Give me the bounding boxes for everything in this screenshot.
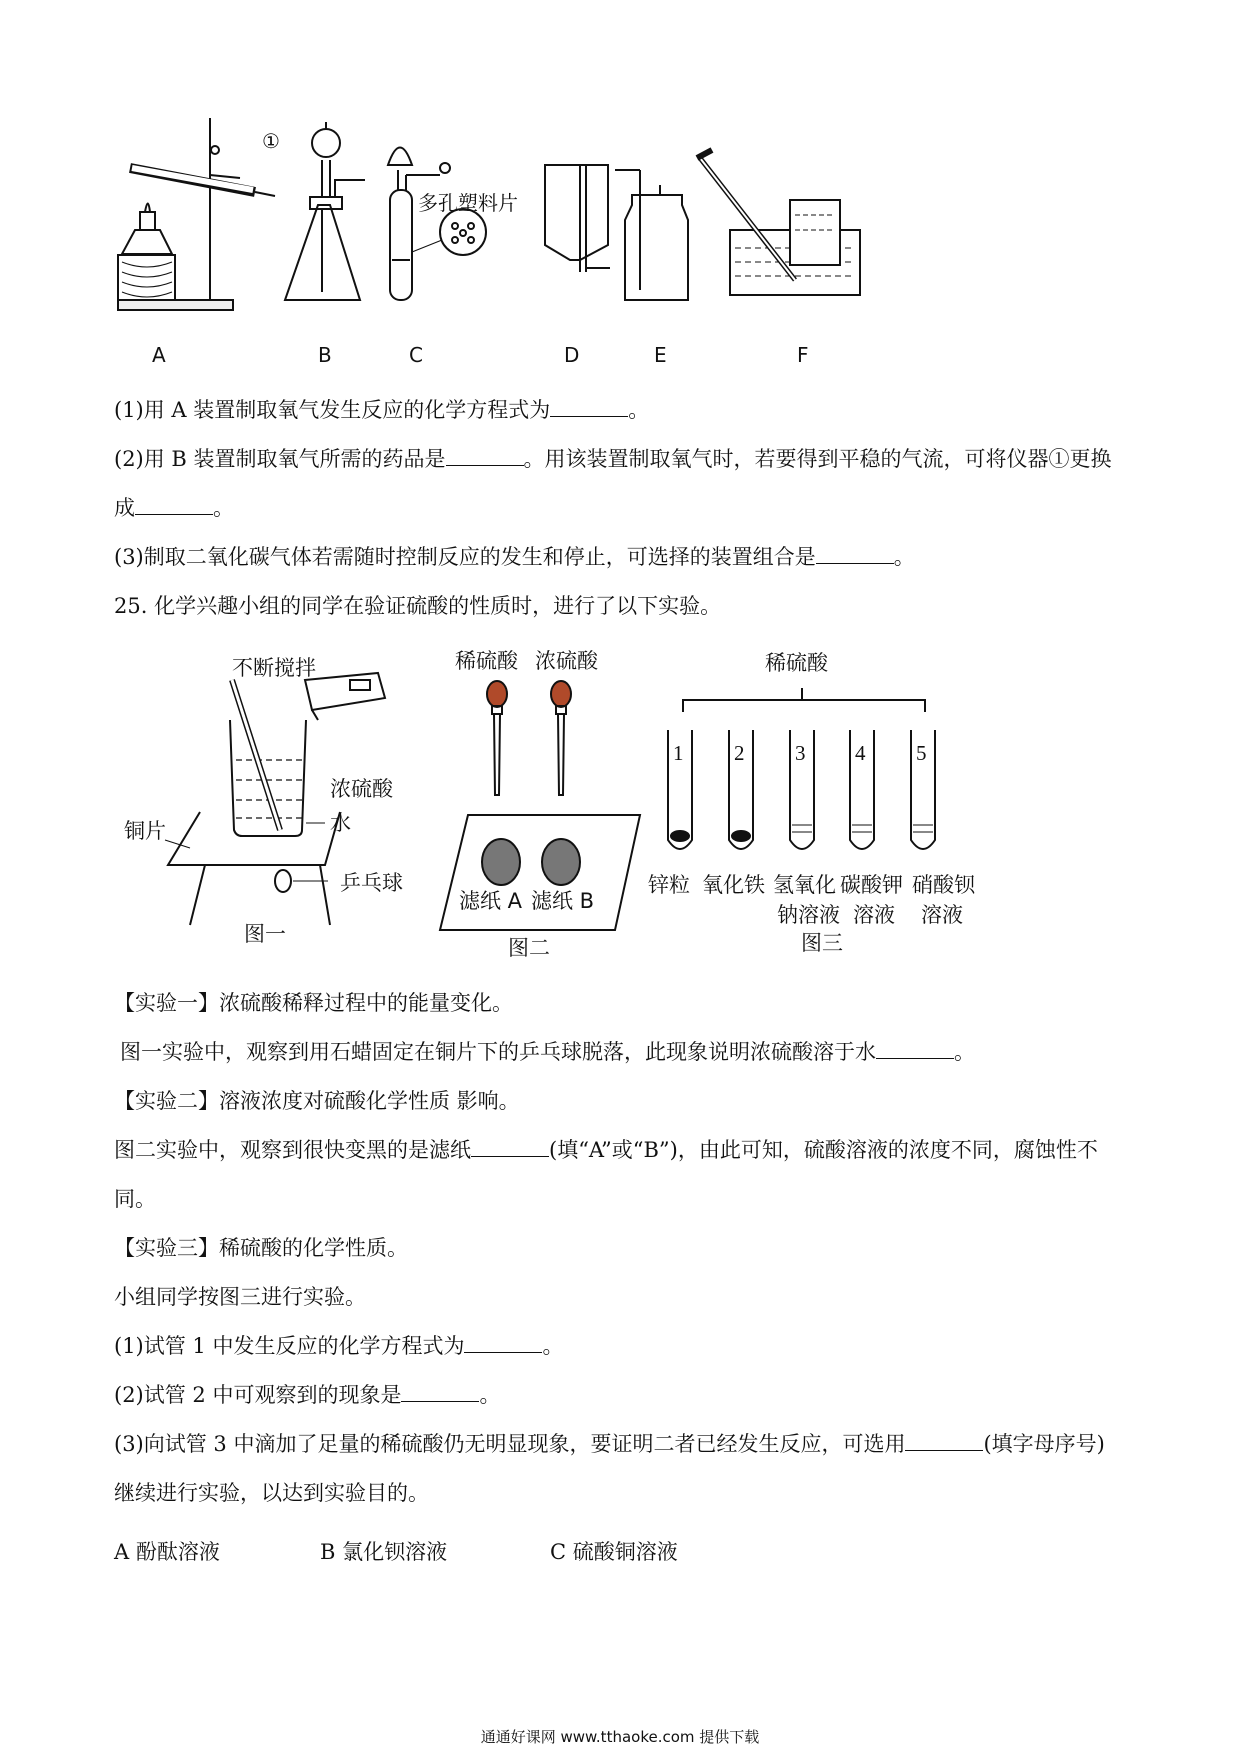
dilute-acid-label: 稀硫酸: [455, 649, 518, 673]
reagent-label: 氢氧化: [773, 873, 836, 897]
apparatus-label-f: F: [797, 343, 809, 367]
reagent-label: 氧化铁: [702, 873, 765, 897]
water-label: 水: [330, 811, 351, 835]
exp3-q3-cont: 继续进行实验，以达到实验目的。: [114, 1481, 429, 1505]
exp3-title: 【实验三】稀硫酸的化学性质。: [114, 1236, 408, 1260]
fig3-top-label: 稀硫酸: [765, 651, 828, 675]
tube-number: 4: [855, 741, 866, 765]
answer-blank: [464, 1332, 542, 1353]
apparatus-figure: [0, 0, 1240, 380]
answer-blank: [816, 543, 894, 564]
filter-paper-a-label: 滤纸 A: [459, 889, 523, 913]
option-c: C 硫酸铜溶液: [550, 1540, 678, 1564]
reagent-label: 溶液: [853, 903, 895, 927]
exp3-intro: 小组同学按图三进行实验。: [114, 1285, 366, 1309]
stir-label: 不断搅拌: [232, 656, 316, 680]
answer-blank: [471, 1136, 549, 1157]
reagent-label: 碳酸钾: [840, 873, 903, 897]
acid-experiment-figure: [0, 640, 1240, 980]
fig2-caption: 图二: [508, 936, 550, 960]
exp3-q2: (2)试管 2 中可观察到的现象是 。: [114, 1383, 501, 1407]
option-a: A 酚酞溶液: [114, 1540, 220, 1564]
q24-part2-cont: 成 。: [114, 496, 234, 520]
exp2-text: 图二实验中，观察到很快变黑的是滤纸 (填“A”或“B”)，由此可知，硫酸溶液的浓度不同，腐蚀性不: [114, 1138, 1098, 1162]
exp2-text-cont: 同。: [114, 1187, 156, 1211]
answer-blank: [446, 445, 524, 466]
exp1-title: 【实验一】浓硫酸稀释过程中的能量变化。: [114, 991, 513, 1015]
apparatus-label-d: D: [564, 343, 580, 367]
q24-part1: (1)用 A 装置制取氧气发生反应的化学方程式为 。: [114, 398, 650, 422]
tube-number: 3: [795, 741, 806, 765]
tube-number: 5: [916, 741, 927, 765]
exp3-q1: (1)试管 1 中发生反应的化学方程式为 。: [114, 1334, 564, 1358]
reagent-label: 溶液: [921, 903, 963, 927]
reagent-label: 硝酸钡: [912, 873, 975, 897]
q24-part3: (3)制取二氧化碳气体若需随时控制反应的发生和停止，可选择的装置组合是 。: [114, 545, 915, 569]
porous-plate-label: 多孔塑料片: [418, 191, 518, 215]
filter-paper-b-label: 滤纸 B: [531, 889, 595, 913]
answer-blank: [135, 494, 213, 515]
conc-acid-label: 浓硫酸: [330, 777, 393, 801]
exp3-q3: (3)向试管 3 中滴加了足量的稀硫酸仍无明显现象，要证明二者已经发生反应，可选用 (填字母序号): [114, 1432, 1105, 1456]
answer-blank: [876, 1038, 954, 1059]
apparatus-label-b: B: [318, 343, 332, 367]
q24-part2: (2)用 B 装置制取氧气所需的药品是 。用该装置制取氧气时，若要得到平稳的气流，可将仪器①更换: [114, 447, 1112, 471]
tube-number: 1: [673, 741, 684, 765]
tube-number: 2: [734, 741, 745, 765]
page-footer: 通通好课网 www.tthaoke.com 提供下载: [480, 1728, 760, 1746]
conc-acid2-label: 浓硫酸: [535, 649, 598, 673]
circle-marker-label: ①: [262, 129, 280, 153]
q25-stem: 25. 化学兴趣小组的同学在验证硫酸的性质时，进行了以下实验。: [114, 594, 722, 618]
reagent-label: 钠溶液: [777, 903, 840, 927]
apparatus-label-a: A: [152, 343, 166, 367]
pingpong-label: 乒乓球: [340, 871, 403, 895]
fig3-caption: 图三: [801, 931, 843, 955]
option-b: B 氯化钡溶液: [320, 1540, 448, 1564]
answer-blank: [550, 396, 628, 417]
fig1-caption: 图一: [244, 922, 286, 946]
apparatus-label-e: E: [654, 343, 667, 367]
answer-blank: [905, 1430, 983, 1451]
copper-label: 铜片: [124, 819, 166, 843]
answer-blank: [401, 1381, 479, 1402]
apparatus-label-c: C: [409, 343, 423, 367]
exp2-title: 【实验二】溶液浓度对硫酸化学性质 影响。: [114, 1089, 520, 1113]
reagent-label: 锌粒: [648, 873, 690, 897]
exp1-text: 图一实验中，观察到用石蜡固定在铜片下的乒乓球脱落，此现象说明浓硫酸溶于水 。: [120, 1040, 975, 1064]
